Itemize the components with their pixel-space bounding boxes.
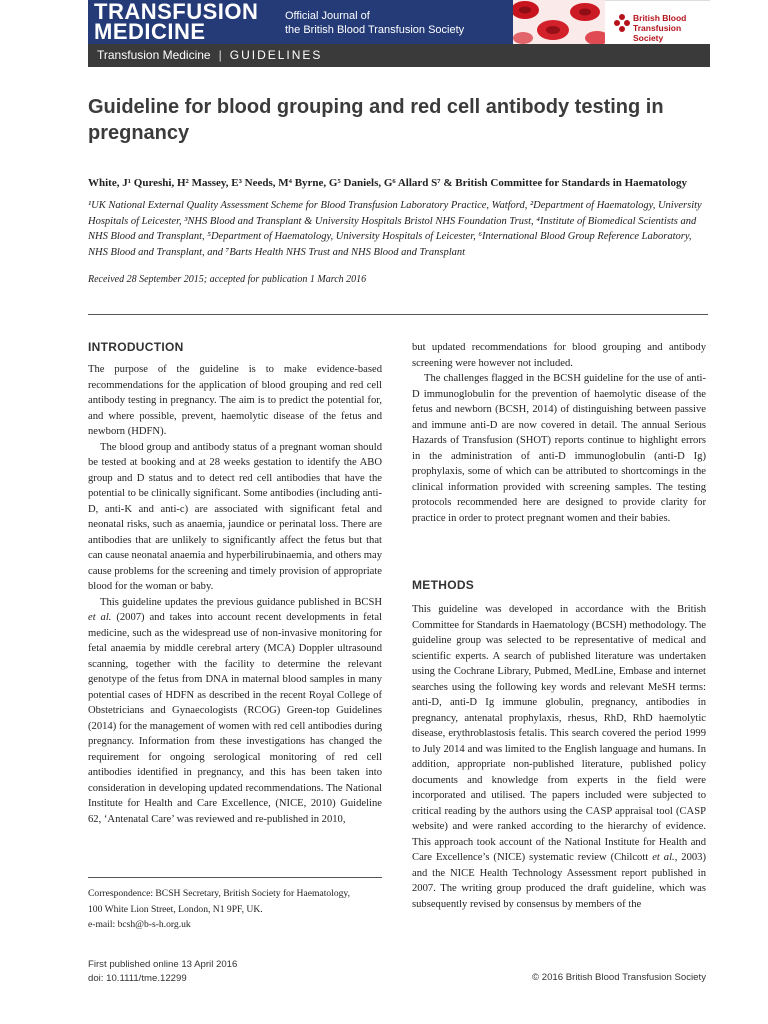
bbts-logo [605,0,710,45]
right-column-continuation [412,340,706,526]
red-cells-image [513,0,605,44]
bbts-logo-line-2: Transfusion Society [633,23,682,43]
intro-paragraph-2: The blood group and antibody status of a pregnant woman should be tested at booking and at 28 weeks gestation to identify the ABO group and D status and to detect red cell antibodies that have the potential to be clinically significant. Some antibodies (including anti-D, anti-K and anti-c) are associated with significant fetal and neonatal risks, such as anaemia, jaundice or perinatal loss. There are antibodies that are unlikely to significantly affect the fetus but that can cause neonatal anaemia and hyperbilirubinaemia, and others may cause problems for the screening and timely provision of appropriate blood for the woman or baby. [88,441,382,592]
journal-name: Transfusion Medicine [97,48,211,62]
official-journal-text [285,9,515,37]
author-list: White, J¹ Qureshi, H² Massey, E³ Needs, M⁴ Byrne, G⁵ Daniels, G⁶ Allard S⁷ & British Committee for Standards in Haematology [88,177,687,189]
journal-title-line2: MEDICINE [94,19,206,44]
section-name: GUIDELINES [229,48,323,62]
introduction-body [88,362,382,827]
bbts-droplet-icon [613,13,631,33]
methods-body [412,602,706,912]
correspondence-email: e-mail: bcsh@b-s-h.org.uk [88,919,191,930]
methods-paragraph-1: This guideline was developed in accordance with the British Committee for Standards in Haematology (BCSH) methodology. The guideline group was selected to be representative of medical and scientific experts. A search of published literature was undertaken using the Cochrane Library, Pubmed, MedLine, Embase and internet searches using the following key words and relevant MeSH terms: anti-D, anti-D Ig immune globulin, pregnancy, antibodies in pregnancy, antenatal prophylaxis, rhesus, RhD, RhD haemolytic disease, erythroblastosis fetalis. This search covered the period 1999 to July 2014 and was limited to the English language and humans. In addition, appropriate non-published literature, published policy documents and knowledge from experts in the field were incorporated and utilised. The papers included were subjected to critical reading by the authors using the CASP appraisal tool (CASP website) and were ranked according to the hierarchy of evidence. This approach took account of the National Institute for Health and Care Excellence’s (NICE) systematic review (Chilcott et al., 2003) and the NICE Health Technology Assessment report published in 2007. The writing group produced the draft guideline, which was subsequently revised by consensus by members of the [412,604,707,910]
correspondence-note [88,886,384,933]
red-cells-icon [513,0,605,44]
challenges-paragraph: The challenges flagged in the BCSH guideline for the use of anti-D immunoglobulin for the prevention of haemolytic disease of the fetus and newborn (BCSH, 2014) of distinguishing between passive and immune anti-D are now covered in detail. The annual Serious Hazards of Transfusion (SHOT) reports continue to highlight errors in the administration of anti-D immunoglobulin (anti-D Ig) prophylaxis, some of which can be attributed to shortcomings in the clinical information provided with screening samples. The testing protocols recommended here are designed to provide clarity for practice in order to protect pregnant women and their babies. [412,373,706,524]
correspondence-line-2: 100 White Lion Street, London, N1 9PF, UK. [88,903,263,915]
intro-paragraph-3: This guideline updates the previous guidance published in BCSH et al. (2007) and takes into account recent developments in fetal medicine, such as the widespread use of non-invasive monitoring for fetal anaemia by middle cerebral artery (MCA) Doppler ultrasound scanning, together with the facility to determine the relevant genotype of the fetus from DNA in maternal blood samples in many potential cases of HDFN as described in the recent Royal College of Obstetricians and Gynaecologists (RCOG) Green-top Guidelines (2014) for the management of women with red cell antibodies during pregnancy. Information from these investigations has changed the requirement for ongoing serological monitoring of red cell antibodies identified in pregnancy, and this has been taken into consideration in developing updated recommendations. The National Institute for Health and Care Excellence, (NICE, 2010) Guideline 62, ‘Antenatal Care’ was reviewed and re-published in 2010, [88,596,382,825]
bbts-logo-line-1: British Blood [633,13,687,23]
article-title: Guideline for blood grouping and red cell antibody testing in pregnancy [88,96,664,144]
methods-heading: METHODS [412,578,475,592]
divider [88,314,708,315]
official-line-2: the British Blood Transfusion Society [285,24,465,36]
section-bar-text [97,48,322,62]
bbts-logo-text [633,13,713,43]
affiliations: ¹UK National External Quality Assessment Scheme for Blood Transfusion Laboratory Practice, Watford, ²Department of Haematology, University Hospitals of Leicester, ³NHS Blood and Transplant & University Hospitals Bristol NHS Foundation Trust, ⁴Institute of Biomedical Scientists and NHS Blood and Transplant, ⁵Department of Haematology, University Hospitals of Leicester, ⁶International Blood Group Reference Laboratory, NHS Blood and Transplant, and ⁷Barts Health NHS Trust and NHS Blood and Transplant [88,200,702,258]
journal-title-line1: TRANSFUSION [94,0,259,24]
continuation-paragraph: but updated recommendations for blood grouping and antibody screening were however not included. [412,342,706,369]
footnote-rule [88,877,382,878]
section-bar [88,44,710,67]
correspondence-line-1: Correspondence: BCSH Secretary, British Society for Haematology, [88,888,350,899]
copyright: © 2016 British Blood Transfusion Society [532,972,706,983]
published-date: First published online 13 April 2016 [88,959,238,970]
separator: | [218,48,222,62]
introduction-heading: INTRODUCTION [88,340,184,354]
intro-paragraph-1: The purpose of the guideline is to make evidence-based recommendations for the application of blood grouping and red cell antibody testing in pregnancy. The aim is to predict the potential for, and where possible, prevent, haemolytic disease of the fetus and newborn (HDFN). [88,364,382,437]
publication-info [88,958,237,986]
received-dates: Received 28 September 2015; accepted for publication 1 March 2016 [88,274,367,285]
journal-masthead [88,0,710,44]
doi: doi: 10.1111/tme.12299 [88,973,187,984]
official-line-1: Official Journal of [285,10,370,22]
